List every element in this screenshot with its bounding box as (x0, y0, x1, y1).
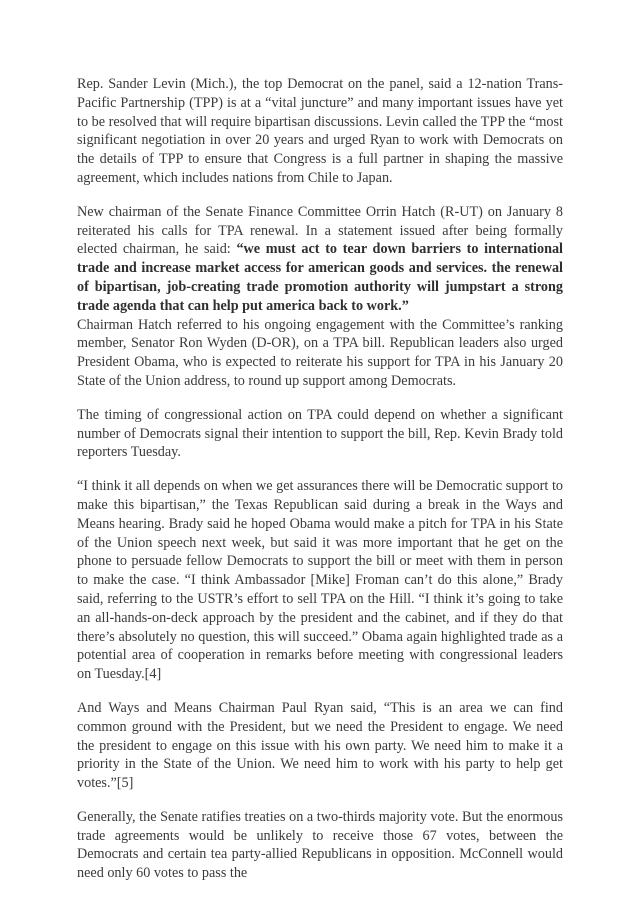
paragraph-hatch (77, 203, 563, 316)
paragraph-timing: The timing of congressional action on TPA could depend on whether a significant number of Democrats signal their intention to support the bill, Rep. Kevin Brady told reporters Tuesday. (77, 406, 563, 461)
paragraph-levin: Rep. Sander Levin (Mich.), the top Democrat on the panel, said a 12-nation Trans-Pacific Partnership (TPP) is at a “vital juncture” and many important issues have yet to be resolved that will require bipartisan discussions. Levin called the TPP the “most significant negotiation in over 20 years and urged Ryan to work with Democrats on the details of TPP to ensure that Congress is a full partner in shaping the massive agreement, which includes nations from Chile to Japan. (77, 76, 563, 186)
paragraph-senate-votes: Generally, the Senate ratifies treaties on a two-thirds majority vote. But the enormous trade agreements would be unlikely to receive those 67 votes, between the Democrats and certain tea party-allied Republicans in opposition. McConnell would need only 60 votes to pass the (77, 808, 563, 882)
paragraph-brady-quote: “I think it all depends on when we get assurances there will be Democratic support to make this bipartisan,” the Texas Republican said during a break in the Ways and Means hearing. Brady said he hoped Obama would make a pitch for TPA in his State of the Union speech next week, but said it was more important that he get on the phone to persuade fellow Democrats to support the bill or meet with them in person to make the case. “I think Ambassador [Mike] Froman can’t do this alone,” Brady said, referring to the USTR’s effort to sell TPA on the Hill. “I think it’s going to take an all-hands-on-deck approach by the president and the cabinet, and if they do that there’s absolutely no question, this will succeed.” Obama again highlighted trade as a potential area of cooperation in remarks before meeting with congressional leaders on Tuesday.[4] (77, 478, 563, 683)
hatch-bold-quote: “we must act to tear down barriers to international trade and increase market access for american goods and services. the renewal of bipartisan, job-creating trade promotion authority will jumpstart a strong trade agenda that can help put america back to work.” (77, 241, 564, 314)
hatch-intro-text: New chairman of the Senate Finance Committee Orrin Hatch (R-UT) on January 8 reiterated his calls for TPA renewal. In a statement issued after being formally elected chairman, he said: (77, 203, 563, 258)
paragraph-hatch-continued: Chairman Hatch referred to his ongoing engagement with the Committee’s ranking member, Senator Ron Wyden (D-OR), on a TPA bill. Republican leaders also urged President Obama, who is expected to reiterate his support for TPA in his January 20 State of the Union address, to round up support among Democrats. (77, 316, 563, 389)
document-page (77, 75, 563, 898)
paragraph-ryan: And Ways and Means Chairman Paul Ryan said, “This is an area we can find common ground with the President, but we need the President to engage. We need the president to engage on this issue with his own party. We need him to make it a priority in the State of the Union. We need him to work with his party to help get votes.”[5] (77, 699, 563, 792)
